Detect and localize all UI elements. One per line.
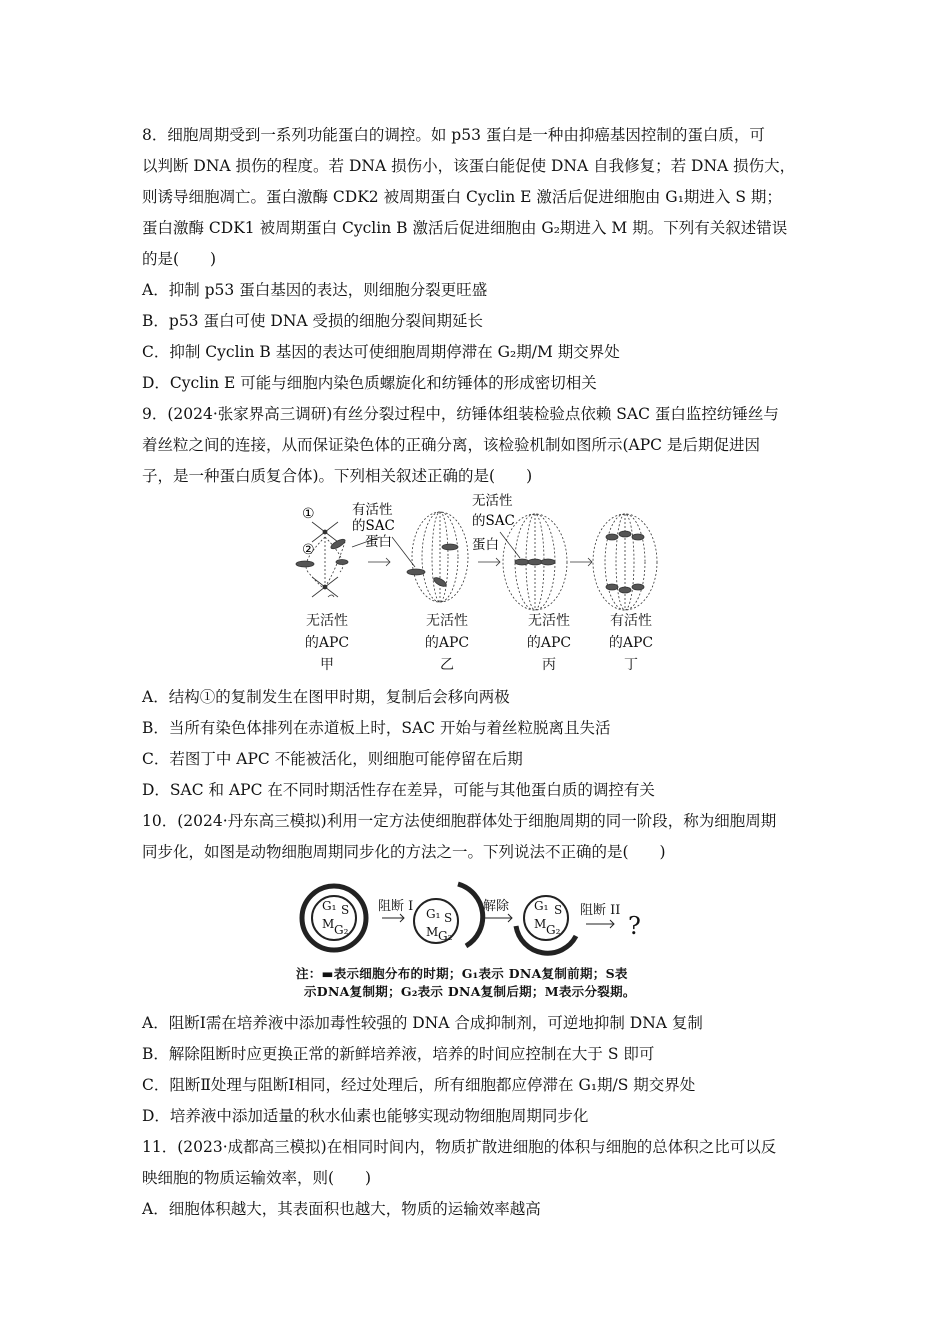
q9-option-d: D．SAC 和 APC 在不同时期活性存在差异，可能与其他蛋白质的调控有关: [142, 781, 655, 799]
cycle1-g2: G₂: [334, 923, 349, 937]
cycle2-g2: G₂: [438, 929, 453, 943]
apc-yi-caption: 乙: [440, 657, 454, 673]
q8-option-b: B．p53 蛋白可使 DNA 受损的细胞分裂间期延长: [142, 312, 484, 330]
cycle2-g1: G₁: [426, 907, 441, 921]
cell-bing-chromosomes: [515, 559, 555, 565]
marker-2: ②: [302, 542, 315, 558]
q10-option-c: C．阻断Ⅱ处理与阻断Ⅰ相同，经过处理后，所有细胞都应停滞在 G₁期/S 期交界处: [142, 1076, 696, 1094]
release-label: 解除: [483, 899, 510, 914]
active-sac-2: 的SAC: [352, 518, 395, 534]
apc-bing-line-1: 无活性: [528, 613, 570, 629]
apc-label-bing: [522, 610, 576, 676]
q8-option-d: D．Cyclin E 可能与细胞内染色质螺旋化和纺锤体的形成密切相关: [142, 374, 597, 392]
q9-stem-line-3: 子，是一种蛋白质复合体)。下列相关叙述正确的是( ): [142, 467, 533, 485]
q8-option-c: C．抑制 Cyclin B 基因的表达可使细胞周期停滞在 G₂期/M 期交界处: [142, 343, 620, 361]
cycle1-g1: G₁: [322, 899, 337, 913]
apc-yi-line-2: 的APC: [424, 635, 470, 651]
apc-bing-caption: 丙: [542, 657, 556, 673]
q10-stem-line-1: 10．(2024·丹东高三模拟)利用一定方法使细胞群体处于细胞周期的同一阶段，称为细胞周期: [142, 812, 777, 830]
q11-option-a: A．细胞体积越大，其表面积也越大，物质的运输效率越高: [142, 1200, 541, 1218]
marker-1: ①: [302, 506, 315, 522]
apc-ding-line-2: 的APC: [608, 635, 654, 651]
cycle3-g1: G₁: [534, 899, 549, 913]
inactive-sac-3: 蛋白: [472, 537, 499, 553]
apc-label-jia: [300, 610, 354, 676]
q8-stem-line-1: 8．细胞周期受到一系列功能蛋白的调控。如 p53 蛋白是一种由抑癌基因控制的蛋白质，可: [142, 126, 765, 144]
q9-option-a: A．结构①的复制发生在图甲时期，复制后会移向两极: [142, 688, 510, 706]
q8-stem-line-4a: 蛋白激酶 CDK1 被周期蛋白 Cyclin B 激活后促进细胞由 G: [142, 219, 554, 237]
cycle3-m: M: [534, 917, 547, 931]
apc-ding-caption: 丁: [624, 657, 638, 673]
cycle-sync-diagram: [296, 876, 666, 966]
q9-option-b: B．当所有染色体排列在赤道板上时，SAC 开始与着丝粒脱离且失活: [142, 719, 611, 737]
cell-ding: [593, 514, 657, 610]
figure-note-line-2: 示DNA复制期；G₂表示 DNA复制后期；M表示分裂期。: [304, 984, 636, 999]
block1-label: 阻断 I: [378, 899, 414, 914]
q11-stem-line-1: 11．(2023·成都高三模拟)在相同时间内，物质扩散进细胞的体积与细胞的总体积之比可以反: [142, 1138, 777, 1156]
cycle1-s: S: [341, 903, 350, 917]
cycle2-m: M: [426, 925, 439, 939]
q10-option-b: B．解除阻断时应更换正常的新鲜培养液，培养的时间应控制在大于 S 即可: [142, 1045, 655, 1063]
q8-stem-line-3b: ₁期进入 S 期；: [677, 188, 782, 206]
apc-label-ding: [604, 610, 658, 676]
apc-yi-line-1: 无活性: [426, 613, 468, 629]
q9-option-c: C．若图丁中 APC 不能被活化，则细胞可能停留在后期: [142, 750, 523, 768]
cycle3-g2: G₂: [546, 923, 561, 937]
inactive-sac-2: 的SAC: [472, 513, 515, 529]
apc-jia-line-1: 无活性: [306, 613, 348, 629]
q8-option-a: A．抑制 p53 蛋白基因的表达，则细胞分裂更旺盛: [142, 281, 488, 299]
cycle-sync-figure: [296, 876, 666, 966]
q8-stem-line-3a: 则诱导细胞凋亡。蛋白激酶 CDK2 被周期蛋白 Cyclin E 激活后促进细胞由 G: [142, 188, 678, 206]
block2-label: 阻断 II: [580, 903, 621, 918]
active-sac-3: 蛋白: [365, 534, 392, 550]
q9-stem-line-1: 9．(2024·张家界高三调研)有丝分裂过程中，纺锤体组装检验点依赖 SAC 蛋白监控纺锤丝与: [142, 405, 779, 423]
cycle2-s: S: [444, 911, 453, 925]
q8-stem-line-4: [142, 217, 787, 239]
q10-option-a: A．阻断Ⅰ需在培养液中添加毒性较强的 DNA 合成抑制剂，可逆地抑制 DNA 复制: [142, 1014, 703, 1032]
q10-stem-line-2: 同步化，如图是动物细胞周期同步化的方法之一。下列说法不正确的是( ): [142, 843, 666, 861]
apc-bing-line-2: 的APC: [526, 635, 572, 651]
q9-stem-line-2: 着丝粒之间的连接，从而保证染色体的正确分离，该检验机制如图所示(APC 是后期促进因: [142, 436, 760, 454]
cell-jia: [296, 522, 348, 597]
apc-jia-caption: 甲: [320, 657, 334, 673]
q8-stem-line-4b: ₂期进入 M 期。下列有关叙述错误: [553, 219, 788, 237]
cycle3-s: S: [554, 903, 563, 917]
apc-label-yi: [420, 610, 474, 676]
figure-note-line-1: 注：▬表示细胞分布的时期；G₁表示 DNA复制前期；S表: [296, 966, 628, 981]
cycle1-m: M: [322, 917, 335, 931]
q8-stem-line-3: [142, 186, 782, 208]
q8-stem-line-5: 的是( ): [142, 250, 217, 268]
apc-jia-line-2: 的APC: [304, 635, 350, 651]
active-sac-1: 有活性: [352, 502, 393, 518]
q8-stem-line-2: 以判断 DNA 损伤的程度。若 DNA 损伤小，该蛋白能促使 DNA 自我修复；若 DNA 损伤大，: [142, 157, 796, 175]
cell-yi: [412, 512, 468, 602]
q10-option-d: D．培养液中添加适量的秋水仙素也能够实现动物细胞周期同步化: [142, 1107, 589, 1125]
inactive-sac-1: 无活性: [472, 493, 513, 509]
question-mark: ?: [628, 912, 641, 940]
apc-ding-line-1: 有活性: [610, 613, 652, 629]
q11-stem-line-2: 映细胞的物质运输效率，则( ): [142, 1169, 372, 1187]
